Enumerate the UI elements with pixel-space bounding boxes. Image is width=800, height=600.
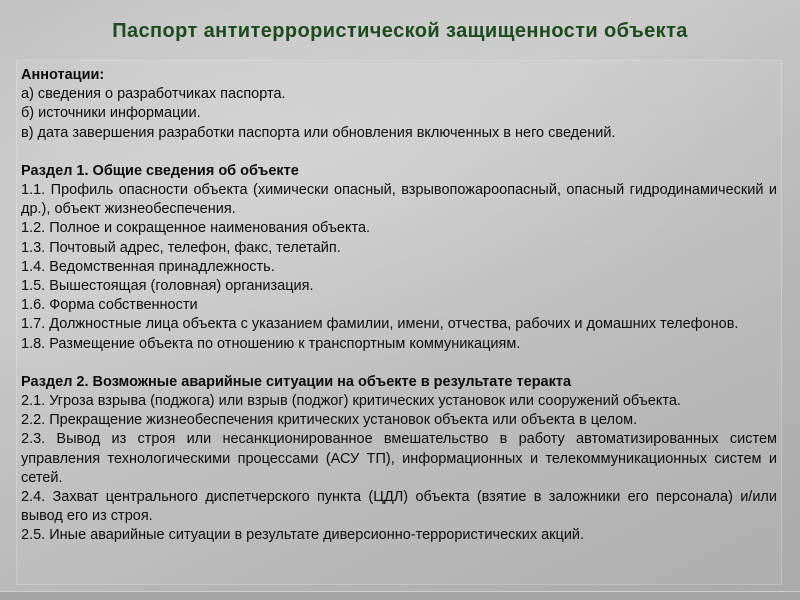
section-heading: Раздел 1. Общие сведения об объекте — [21, 162, 299, 179]
body-paragraph: 1.6. Форма собственности — [21, 297, 198, 314]
body-paragraph: 2.4. Захват центрального диспетчерского пункта (ЦДЛ) объекта (взятие в заложники его персонала) и/или вывод его из строя. — [21, 489, 777, 525]
body-paragraph: 1.7. Должностные лица объекта с указанием фамилии, имени, отчества, рабочих и домашних телефонов. — [21, 316, 739, 333]
section-heading: Аннотации: — [21, 67, 105, 83]
body-paragraph: в) дата завершения разработки паспорта или обновления включенных в него сведений. — [21, 124, 616, 141]
body-paragraph: а) сведения о разработчиках паспорта. — [21, 86, 286, 103]
body-paragraph: 2.1. Угроза взрыва (поджога) или взрыв (поджог) критических установок или сооружений объекта. — [21, 393, 681, 410]
body-paragraph: 2.3. Вывод из строя или несанкционированное вмешательство в работу автоматизированных систем управления технологическими процессами (АСУ ТП), информационных и телекоммуникационных систем и сетей. — [21, 431, 777, 486]
body-paragraph: 2.2. Прекращение жизнеобеспечения критических установок объекта или объекта в целом. — [21, 412, 638, 429]
body-paragraph: 1.1. Профиль опасности объекта (химически опасный, взрывопожароопасный, опасный гидродинамический и др.), объект жизнеобеспечения. — [21, 182, 777, 218]
slide-title: Паспорт антитеррористической защищенности объекта — [112, 20, 688, 42]
body-paragraph: 1.8. Размещение объекта по отношению к транспортным коммуникациям. — [21, 335, 521, 352]
section-heading: Раздел 2. Возможные аварийные ситуации на объекте в результате теракта — [21, 373, 572, 390]
body-paragraph: 1.2. Полное и сокращенное наименования объекта. — [21, 220, 371, 237]
body-paragraph: б) источники информации. — [21, 105, 201, 122]
body-paragraph: 1.5. Вышестоящая (головная) организация. — [21, 278, 314, 295]
body-paragraph: 1.3. Почтовый адрес, телефон, факс, телетайп. — [21, 239, 341, 256]
body-paragraph: 2.5. Иные аварийные ситуации в результате диверсионно-террористических акций. — [21, 527, 585, 544]
slide-bottom-strip — [0, 591, 800, 600]
body-paragraph: 1.4. Ведомственная принадлежность. — [21, 258, 275, 275]
slide-body-text — [16, 60, 782, 585]
